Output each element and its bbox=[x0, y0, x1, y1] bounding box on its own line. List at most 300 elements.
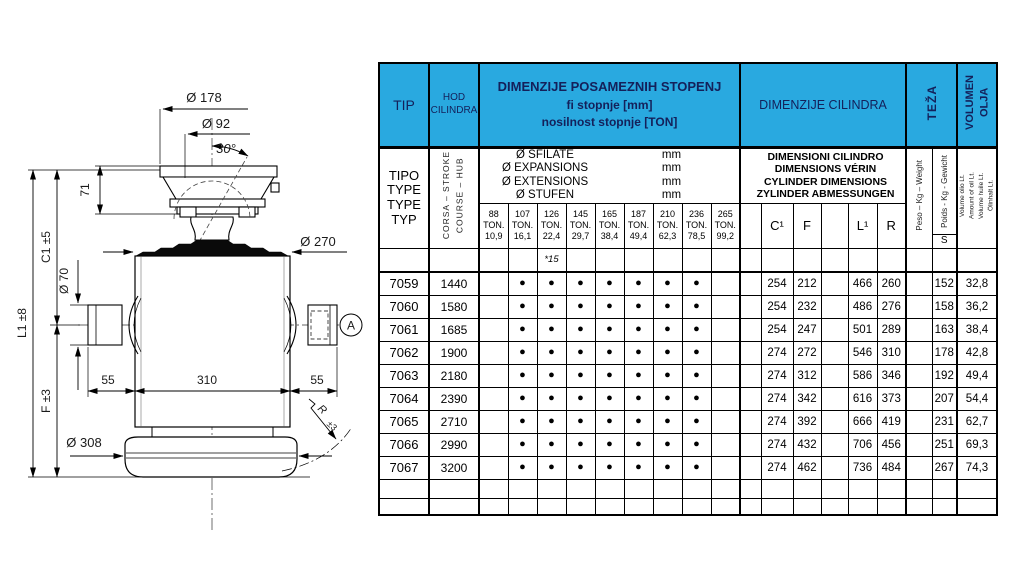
stage-dot-cell: ● bbox=[653, 410, 682, 433]
spec-row bbox=[379, 318, 997, 341]
ton-col-126: 126 TON. 22,4 bbox=[537, 204, 566, 248]
volume-cell: 49,4 bbox=[957, 364, 997, 387]
empty-cell bbox=[821, 204, 848, 248]
empty-cell bbox=[740, 433, 761, 456]
empty-cell bbox=[595, 248, 624, 272]
empty-cell bbox=[957, 498, 997, 515]
c1-cell: 254 bbox=[761, 318, 793, 341]
stage-dot-cell: ● bbox=[653, 341, 682, 364]
l1-cell: 546 bbox=[848, 341, 877, 364]
stage-dot-cell: ● bbox=[595, 456, 624, 479]
spec-row bbox=[379, 272, 997, 295]
empty-cell bbox=[682, 248, 711, 272]
r-cell: 456 bbox=[877, 433, 906, 456]
empty-cell bbox=[508, 248, 537, 272]
dim-label-plate-diameter: Ø 178 bbox=[186, 90, 222, 105]
volume-cell: 42,8 bbox=[957, 341, 997, 364]
volume-cell: 62,7 bbox=[957, 410, 997, 433]
empty-cell bbox=[740, 479, 761, 498]
stroke-cell: 1900 bbox=[429, 341, 479, 364]
empty-cell bbox=[821, 410, 848, 433]
empty-cell bbox=[740, 410, 761, 433]
spec-row bbox=[379, 433, 997, 456]
stage-dot-cell bbox=[711, 387, 740, 410]
empty-cell bbox=[906, 318, 932, 341]
tip-cell: 7063 bbox=[379, 364, 429, 387]
weight-cell: 251 bbox=[932, 433, 957, 456]
empty-cell bbox=[566, 248, 595, 272]
empty-cell bbox=[595, 479, 624, 498]
spec-table bbox=[378, 62, 998, 516]
r-cell: 260 bbox=[877, 272, 906, 295]
stage-dot-cell: ● bbox=[682, 318, 711, 341]
f-cell: 342 bbox=[793, 387, 821, 410]
tip-cell: 7062 bbox=[379, 341, 429, 364]
col-header-f: F bbox=[793, 204, 821, 248]
stage-dot-cell: ● bbox=[566, 410, 595, 433]
stage-dot-cell bbox=[479, 387, 508, 410]
header-stages-line2: fi stopnje [mm] bbox=[566, 97, 653, 112]
subheader-tipo: TIPO TYPE TYPE TYP bbox=[379, 147, 429, 248]
empty-cell bbox=[877, 248, 906, 272]
spec-row bbox=[379, 387, 997, 410]
subheader-cylinder-dim-labels: DIMENSIONI CILINDRO DIMENSIONS VÉRIN CYLINDER DIMENSIONS ZYLINDER ABMESSUNGEN bbox=[740, 147, 906, 204]
volume-cell: 36,2 bbox=[957, 295, 997, 318]
empty-cell bbox=[508, 498, 537, 515]
empty-cell bbox=[537, 498, 566, 515]
r-cell: 310 bbox=[877, 341, 906, 364]
base-cap bbox=[125, 437, 297, 477]
stroke-cell: 3200 bbox=[429, 456, 479, 479]
f-cell: 392 bbox=[793, 410, 821, 433]
l1-cell: 501 bbox=[848, 318, 877, 341]
header-stages-line3: nosilnost stopnje [TON] bbox=[541, 115, 678, 130]
stage-dot-cell: ● bbox=[566, 272, 595, 295]
c1-cell: 274 bbox=[761, 433, 793, 456]
empty-cell bbox=[906, 479, 932, 498]
empty-cell bbox=[479, 479, 508, 498]
tip-cell: 7065 bbox=[379, 410, 429, 433]
empty-cell bbox=[906, 341, 932, 364]
tip-cell: 7067 bbox=[379, 456, 429, 479]
stage-dot-cell: ● bbox=[595, 318, 624, 341]
stage-dot-cell: ● bbox=[508, 272, 537, 295]
head-flange-upper bbox=[170, 199, 265, 207]
empty-cell bbox=[479, 498, 508, 515]
empty-cell bbox=[566, 498, 595, 515]
stage-dot-cell: ● bbox=[537, 387, 566, 410]
c1-cell: 254 bbox=[761, 295, 793, 318]
f-cell: 247 bbox=[793, 318, 821, 341]
empty-cell bbox=[821, 433, 848, 456]
tip-cell: 7064 bbox=[379, 387, 429, 410]
empty-cell bbox=[682, 479, 711, 498]
weight-cell: 163 bbox=[932, 318, 957, 341]
empty-cell bbox=[711, 498, 740, 515]
stage-dot-cell: ● bbox=[624, 364, 653, 387]
empty-cell bbox=[379, 248, 429, 272]
empty-cell bbox=[740, 341, 761, 364]
weight-cell: 231 bbox=[932, 410, 957, 433]
stage-dot-cell: ● bbox=[566, 341, 595, 364]
stage-dot-cell: ● bbox=[508, 318, 537, 341]
header-weight bbox=[906, 63, 957, 147]
stage-dot-cell bbox=[479, 364, 508, 387]
dim-label-ball-diameter: Ø 92 bbox=[201, 116, 231, 131]
stage-dot-cell: ● bbox=[566, 387, 595, 410]
empty-cell bbox=[711, 248, 740, 272]
col-header-r: R bbox=[877, 204, 906, 248]
f-cell: 462 bbox=[793, 456, 821, 479]
stage-dot-cell: ● bbox=[537, 341, 566, 364]
empty-cell bbox=[429, 248, 479, 272]
col-header-c1: C¹ bbox=[761, 204, 793, 248]
stage-dot-cell: ● bbox=[566, 364, 595, 387]
stage-dot-cell bbox=[711, 295, 740, 318]
c1-cell: 274 bbox=[761, 387, 793, 410]
empty-cell bbox=[793, 248, 821, 272]
spec-row bbox=[379, 364, 997, 387]
stage-dot-cell: ● bbox=[595, 272, 624, 295]
detail-marker-label: A bbox=[346, 318, 356, 333]
empty-cell bbox=[906, 248, 932, 272]
empty-cell bbox=[508, 479, 537, 498]
stage-dot-cell: ● bbox=[624, 341, 653, 364]
dim-label-base-diameter: Ø 308 bbox=[66, 435, 102, 450]
f-cell: 272 bbox=[793, 341, 821, 364]
dim-label-f: F ±3 bbox=[39, 389, 53, 413]
stage-dot-cell: ● bbox=[624, 318, 653, 341]
stage-dot-cell: ● bbox=[653, 272, 682, 295]
empty-cell bbox=[624, 498, 653, 515]
subheader-weight-peso: Peso – Kg – Weight bbox=[906, 147, 932, 248]
stroke-cell: 1440 bbox=[429, 272, 479, 295]
stage-dot-cell: ● bbox=[595, 433, 624, 456]
empty-cell bbox=[932, 248, 957, 272]
empty-cell bbox=[793, 479, 821, 498]
dim-label-base-radius: R bbox=[315, 402, 329, 417]
header-hod-cilindra bbox=[429, 63, 479, 147]
l1-cell: 466 bbox=[848, 272, 877, 295]
empty-cell bbox=[761, 479, 793, 498]
empty-cell bbox=[711, 479, 740, 498]
empty-cell bbox=[653, 498, 682, 515]
spec-row bbox=[379, 410, 997, 433]
r-cell: 419 bbox=[877, 410, 906, 433]
stage-dot-cell: ● bbox=[653, 295, 682, 318]
header-stages-line1: DIMENZIJE POSAMEZNIH STOPENJ bbox=[497, 78, 722, 94]
r-cell: 276 bbox=[877, 295, 906, 318]
r-cell: 289 bbox=[877, 318, 906, 341]
empty-cell bbox=[429, 479, 479, 498]
stage-dot-cell bbox=[711, 456, 740, 479]
stage-dot-cell: ● bbox=[682, 410, 711, 433]
l1-cell: 666 bbox=[848, 410, 877, 433]
empty-cell bbox=[957, 479, 997, 498]
empty-cell bbox=[821, 479, 848, 498]
cylinder-technical-drawing bbox=[0, 0, 378, 576]
stroke-cell: 1580 bbox=[429, 295, 479, 318]
volume-cell: 69,3 bbox=[957, 433, 997, 456]
empty-cell bbox=[848, 479, 877, 498]
empty-row bbox=[379, 479, 997, 498]
stage-dot-cell: ● bbox=[537, 295, 566, 318]
c1-cell: 274 bbox=[761, 456, 793, 479]
stage-dot-cell: ● bbox=[624, 295, 653, 318]
empty-cell bbox=[906, 364, 932, 387]
empty-cell bbox=[740, 272, 761, 295]
empty-cell bbox=[379, 498, 429, 515]
stage-dot-cell bbox=[711, 364, 740, 387]
note-row bbox=[379, 248, 997, 272]
empty-cell bbox=[761, 248, 793, 272]
empty-cell bbox=[821, 364, 848, 387]
stage-dot-cell: ● bbox=[653, 433, 682, 456]
stage-dot-cell: ● bbox=[508, 410, 537, 433]
flange-nut-left bbox=[180, 207, 196, 217]
stage-dot-cell bbox=[711, 318, 740, 341]
empty-cell bbox=[877, 498, 906, 515]
stage-dot-cell: ● bbox=[595, 341, 624, 364]
empty-cell bbox=[821, 272, 848, 295]
empty-cell bbox=[653, 479, 682, 498]
weight-cell: 152 bbox=[932, 272, 957, 295]
f-cell: 312 bbox=[793, 364, 821, 387]
empty-cell bbox=[877, 479, 906, 498]
empty-cell bbox=[848, 248, 877, 272]
dim-label-310: 310 bbox=[196, 373, 218, 387]
stage-dot-cell: ● bbox=[566, 456, 595, 479]
empty-cell bbox=[821, 341, 848, 364]
stroke-cell: 2710 bbox=[429, 410, 479, 433]
header-oil-volume bbox=[957, 63, 997, 147]
header-weight-label: TEŽA bbox=[924, 84, 939, 120]
empty-cell bbox=[906, 387, 932, 410]
empty-cell bbox=[740, 318, 761, 341]
empty-cell bbox=[906, 410, 932, 433]
empty-cell bbox=[906, 456, 932, 479]
stage-dot-cell: ● bbox=[566, 295, 595, 318]
empty-cell bbox=[821, 248, 848, 272]
stage-note: *15 bbox=[537, 248, 566, 272]
telescopic-stages bbox=[136, 240, 288, 256]
subheader-stage-dim-labels: Ø SFILATE mm Ø EXPANSIONS mm Ø EXTENSIONS mm Ø STUFEN mm bbox=[479, 147, 740, 204]
stage-dot-cell: ● bbox=[624, 387, 653, 410]
l1-cell: 486 bbox=[848, 295, 877, 318]
dim-label-head-height: 71 bbox=[78, 183, 92, 197]
flange-nut-right bbox=[239, 207, 255, 217]
empty-cell bbox=[821, 318, 848, 341]
dim-label-angle: 30° bbox=[216, 141, 236, 156]
empty-cell bbox=[906, 272, 932, 295]
stage-dot-cell: ● bbox=[595, 295, 624, 318]
r-cell: 373 bbox=[877, 387, 906, 410]
stage-dot-cell: ● bbox=[624, 433, 653, 456]
c1-cell: 274 bbox=[761, 341, 793, 364]
empty-cell bbox=[624, 248, 653, 272]
c1-cell: 254 bbox=[761, 272, 793, 295]
volume-cell: 54,4 bbox=[957, 387, 997, 410]
stage-dot-cell: ● bbox=[624, 410, 653, 433]
volume-cell: 32,8 bbox=[957, 272, 997, 295]
tip-cell: 7061 bbox=[379, 318, 429, 341]
volume-cell: 74,3 bbox=[957, 456, 997, 479]
stage-dot-cell: ● bbox=[653, 364, 682, 387]
stage-dot-cell: ● bbox=[508, 456, 537, 479]
empty-cell bbox=[932, 479, 957, 498]
empty-cell bbox=[821, 456, 848, 479]
dim-label-c1: C1 ±5 bbox=[39, 231, 53, 263]
stage-dot-cell: ● bbox=[566, 433, 595, 456]
empty-cell bbox=[429, 498, 479, 515]
stage-dot-cell: ● bbox=[624, 456, 653, 479]
stage-dot-cell: ● bbox=[595, 364, 624, 387]
header-tip: TIP bbox=[379, 63, 429, 147]
stage-dot-cell bbox=[479, 295, 508, 318]
stage-dot-cell: ● bbox=[508, 387, 537, 410]
stage-dot-cell: ● bbox=[682, 295, 711, 318]
stage-dot-cell: ● bbox=[508, 295, 537, 318]
empty-cell bbox=[740, 204, 761, 248]
dim-label-base-radius-tol: ±3 bbox=[324, 418, 340, 433]
spec-row bbox=[379, 295, 997, 318]
spec-row bbox=[379, 341, 997, 364]
empty-cell bbox=[379, 479, 429, 498]
head-skirt bbox=[163, 177, 274, 199]
subheader-row-1 bbox=[379, 147, 997, 204]
empty-cell bbox=[479, 248, 508, 272]
empty-cell bbox=[821, 295, 848, 318]
grease-nipple bbox=[271, 183, 279, 192]
empty-cell bbox=[906, 498, 932, 515]
f-cell: 212 bbox=[793, 272, 821, 295]
stage-dot-cell bbox=[711, 341, 740, 364]
ton-col-145: 145 TON. 29,7 bbox=[566, 204, 595, 248]
weight-cell: 267 bbox=[932, 456, 957, 479]
empty-cell bbox=[957, 248, 997, 272]
stage-dot-cell bbox=[479, 456, 508, 479]
empty-cell bbox=[595, 498, 624, 515]
spec-row bbox=[379, 456, 997, 479]
stage-dot-cell: ● bbox=[566, 318, 595, 341]
header-cylinder-dimensions: DIMENZIJE CILINDRA bbox=[740, 63, 906, 147]
ton-col-187: 187 TON. 49,4 bbox=[624, 204, 653, 248]
ton-col-165: 165 TON. 38,4 bbox=[595, 204, 624, 248]
stage-dot-cell bbox=[479, 272, 508, 295]
header-row bbox=[379, 63, 997, 147]
stage-dot-cell: ● bbox=[508, 433, 537, 456]
ton-col-210: 210 TON. 62,3 bbox=[653, 204, 682, 248]
stroke-cell: 2990 bbox=[429, 433, 479, 456]
c1-cell: 274 bbox=[761, 364, 793, 387]
stage-dot-cell bbox=[711, 410, 740, 433]
stage-dot-cell bbox=[479, 318, 508, 341]
tip-cell: 7060 bbox=[379, 295, 429, 318]
tip-cell: 7066 bbox=[379, 433, 429, 456]
empty-cell bbox=[682, 498, 711, 515]
stage-dot-cell: ● bbox=[508, 364, 537, 387]
f-cell: 232 bbox=[793, 295, 821, 318]
empty-cell bbox=[740, 248, 761, 272]
stroke-cell: 1685 bbox=[429, 318, 479, 341]
stage-dot-cell bbox=[711, 272, 740, 295]
ton-col-236: 236 TON. 78,5 bbox=[682, 204, 711, 248]
subheader-weight-poids: Poids - Kg - Gewicht S bbox=[932, 147, 957, 248]
empty-cell bbox=[761, 498, 793, 515]
empty-cell bbox=[740, 295, 761, 318]
stroke-cell: 2390 bbox=[429, 387, 479, 410]
empty-cell bbox=[740, 498, 761, 515]
stage-dot-cell: ● bbox=[653, 318, 682, 341]
stage-dot-cell: ● bbox=[682, 341, 711, 364]
header-hod-line1: HOD bbox=[442, 92, 466, 104]
l1-cell: 616 bbox=[848, 387, 877, 410]
ton-col-88: 88 TON. 10,9 bbox=[479, 204, 508, 248]
empty-cell bbox=[932, 498, 957, 515]
stage-dot-cell: ● bbox=[682, 364, 711, 387]
stage-dot-cell bbox=[479, 341, 508, 364]
dim-label-l1: L1 ±8 bbox=[15, 308, 29, 338]
dim-label-pin-diameter: Ø 70 bbox=[57, 267, 71, 295]
empty-cell bbox=[653, 248, 682, 272]
l1-cell: 736 bbox=[848, 456, 877, 479]
subheader-volume-labels: Volume olio Lt. Amount of oil Lt. Volume huile Lt. Ölinhalt Lt. bbox=[957, 147, 997, 248]
stage-dot-cell: ● bbox=[653, 456, 682, 479]
stage-dot-cell: ● bbox=[653, 387, 682, 410]
empty-cell bbox=[821, 498, 848, 515]
stage-dot-cell: ● bbox=[508, 341, 537, 364]
dim-label-55-right: 55 bbox=[310, 373, 324, 387]
empty-cell bbox=[793, 498, 821, 515]
stage-dot-cell: ● bbox=[537, 456, 566, 479]
empty-cell bbox=[906, 295, 932, 318]
rod-stem bbox=[191, 217, 234, 240]
empty-row bbox=[379, 498, 997, 515]
col-header-l1: L¹ bbox=[848, 204, 877, 248]
stage-dot-cell: ● bbox=[537, 364, 566, 387]
header-stage-dimensions bbox=[479, 63, 740, 147]
stage-dot-cell: ● bbox=[682, 272, 711, 295]
weight-cell: 192 bbox=[932, 364, 957, 387]
empty-cell bbox=[537, 479, 566, 498]
stage-dot-cell: ● bbox=[537, 433, 566, 456]
stage-dot-cell: ● bbox=[537, 318, 566, 341]
empty-cell bbox=[740, 456, 761, 479]
stage-dot-cell: ● bbox=[537, 272, 566, 295]
weight-cell: 207 bbox=[932, 387, 957, 410]
c1-cell: 274 bbox=[761, 410, 793, 433]
stage-dot-cell: ● bbox=[537, 410, 566, 433]
ton-col-107: 107 TON. 16,1 bbox=[508, 204, 537, 248]
l1-cell: 706 bbox=[848, 433, 877, 456]
l1-cell: 586 bbox=[848, 364, 877, 387]
empty-cell bbox=[740, 387, 761, 410]
r-cell: 484 bbox=[877, 456, 906, 479]
r-cell: 346 bbox=[877, 364, 906, 387]
f-cell: 432 bbox=[793, 433, 821, 456]
stage-dot-cell bbox=[711, 433, 740, 456]
cylinder-body bbox=[135, 256, 290, 427]
dim-label-body-diameter: Ø 270 bbox=[300, 234, 336, 249]
stage-dot-cell: ● bbox=[595, 410, 624, 433]
top-plate bbox=[160, 166, 277, 177]
weight-cell: 158 bbox=[932, 295, 957, 318]
stroke-cell: 2180 bbox=[429, 364, 479, 387]
trunnion-pin-left bbox=[88, 305, 122, 345]
empty-cell bbox=[848, 498, 877, 515]
stage-dot-cell: ● bbox=[682, 433, 711, 456]
stage-dot-cell: ● bbox=[682, 456, 711, 479]
